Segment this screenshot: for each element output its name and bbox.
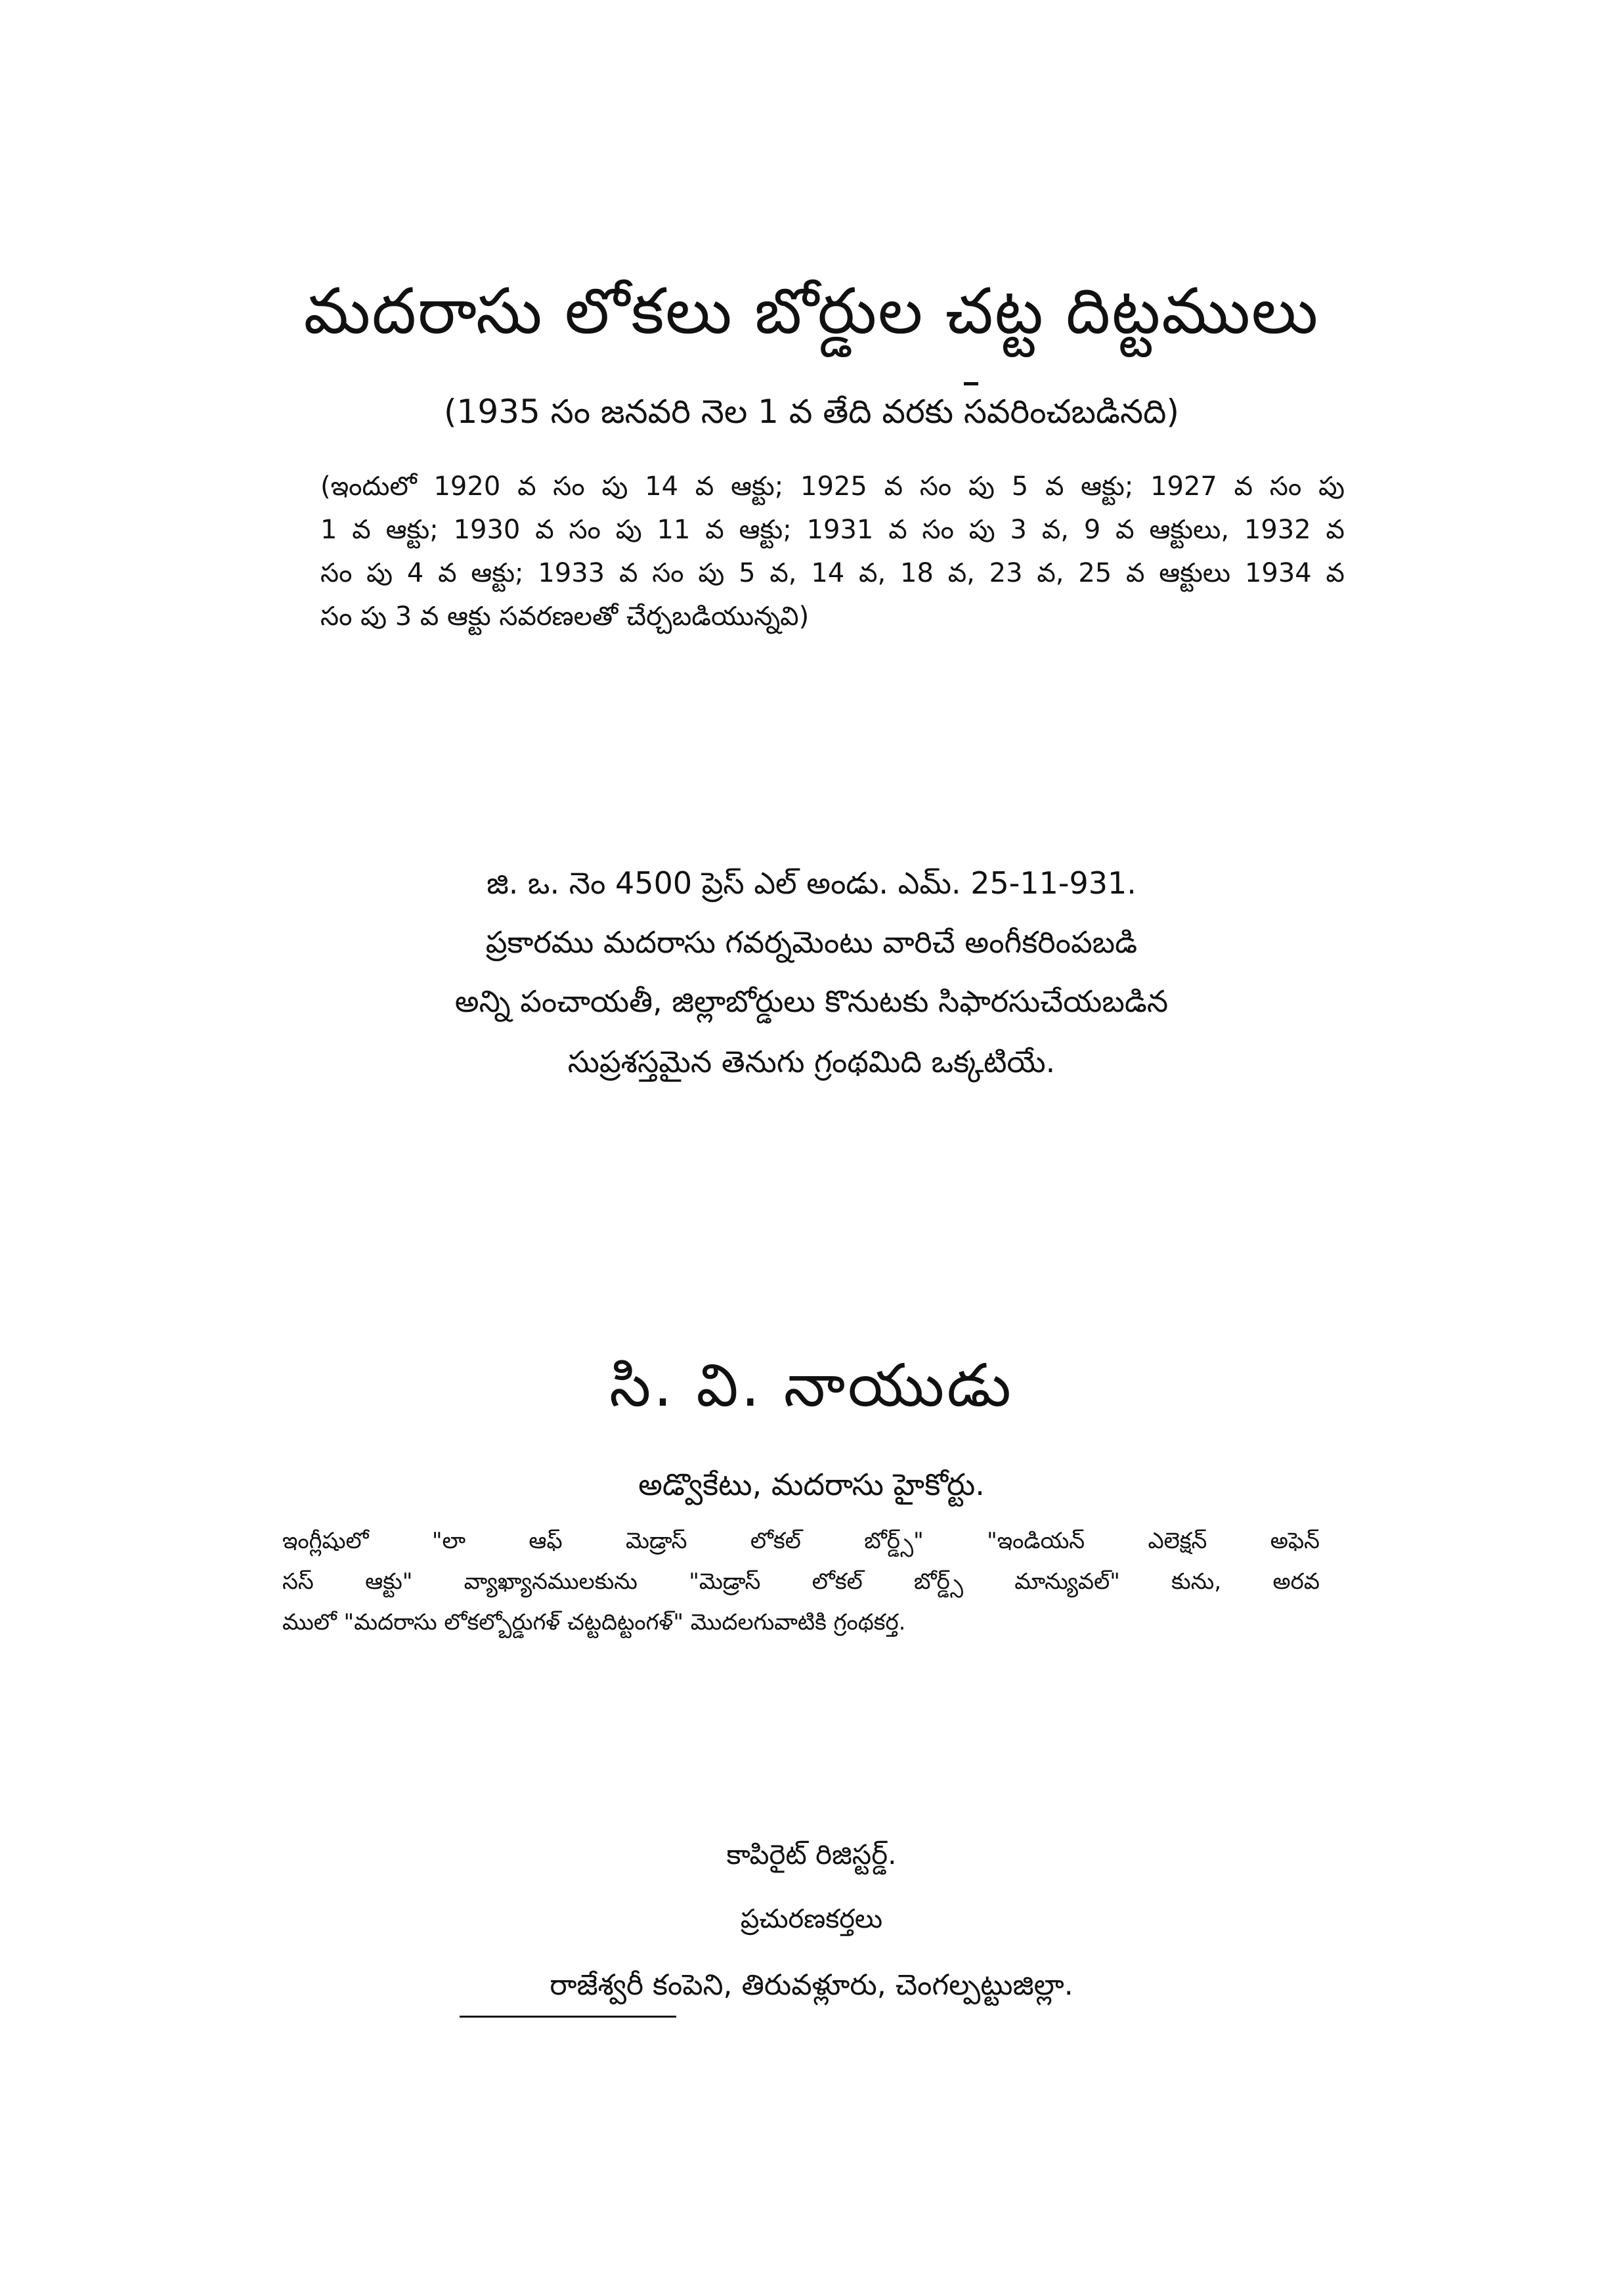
copyright-notice: కాపిరైట్ రిజిస్టర్డ్. bbox=[726, 1838, 897, 1871]
government-order-line: ప్రకారము మదరాసు గవర్నమెంటు వారిచే అంగీకరింపబడి bbox=[485, 924, 1138, 960]
author-works-line: ములో "మదరాసు లోకల్బోర్డుగళ్ చట్టదిట్టంగళ్" మొదలగువాటికి గ్రంథకర్త. bbox=[282, 1609, 906, 1635]
amendments-line: 1 వ ఆక్టు; 1930 వ సం పు 11 వ ఆక్టు; 1931 వ సం పు 3 వ, 9 వ ఆక్టులు, 1932 వ bbox=[320, 515, 1345, 545]
amendments-line: (ఇందులో 1920 వ సం పు 14 వ ఆక్టు; 1925 వ సం పు 5 వ ఆక్టు; 1927 వ సం పు bbox=[320, 471, 1345, 502]
government-order-line: జి. ఒ. నెం 4500 ప్రెస్ ఎల్ అండు. ఎమ్. 25-11-931. bbox=[487, 865, 1136, 901]
publisher-name: రాజేశ్వరీ కంపెని, తిరువళ్లూరు, చెంగల్పట్టుజిల్లా. bbox=[550, 1968, 1073, 2002]
author-role: అడ్వొకేటు, మదరాసు హైకోర్టు. bbox=[638, 1467, 985, 1502]
amendments-line: సం పు 3 వ ఆక్టు సవరణలతో చేర్చబడియున్నవి) bbox=[320, 601, 810, 632]
publisher-heading: ప్రచురణకర్తలు bbox=[740, 1904, 883, 1934]
government-order-line: సుప్రశస్తమైన తెనుగు గ్రంథమిది ఒక్కటియే. bbox=[567, 1044, 1056, 1079]
book-subtitle: (1935 సం జనవరి నెల 1 వ తేది వరకు సవరించబడినది) bbox=[444, 393, 1179, 431]
book-title: మదరాసు లోకలు బోర్డుల చట్ట దిట్టములు bbox=[303, 274, 1320, 348]
amendments-line: సం పు 4 వ ఆక్టు; 1933 వ సం పు 5 వ, 14 వ, 18 వ, 23 వ, 25 వ ఆక్టులు 1934 వ bbox=[320, 558, 1345, 588]
ink-speck bbox=[964, 382, 978, 385]
government-order-line: అన్ని పంచాయతీ, జిల్లాబోర్డులు కొనుటకు సిఫారసుచేయబడిన bbox=[454, 984, 1169, 1019]
publisher-underline bbox=[460, 2016, 676, 2018]
author-works-line: సస్ ఆక్టు" వ్యాఖ్యానములకును "మెడ్రాస్ లోకల్ బోర్డ్స్ మాన్యువల్" కును, అరవ bbox=[282, 1569, 1320, 1595]
author-works-line: ఇంగ్లీషులో "లా ఆఫ్ మెడ్రాస్ లోకల్ బోర్డ్స్" "ఇండియన్ ఎలెక్షన్ అఫెన్ bbox=[282, 1528, 1320, 1554]
author-name: సి. వి. నాయుడు bbox=[609, 1351, 1014, 1420]
